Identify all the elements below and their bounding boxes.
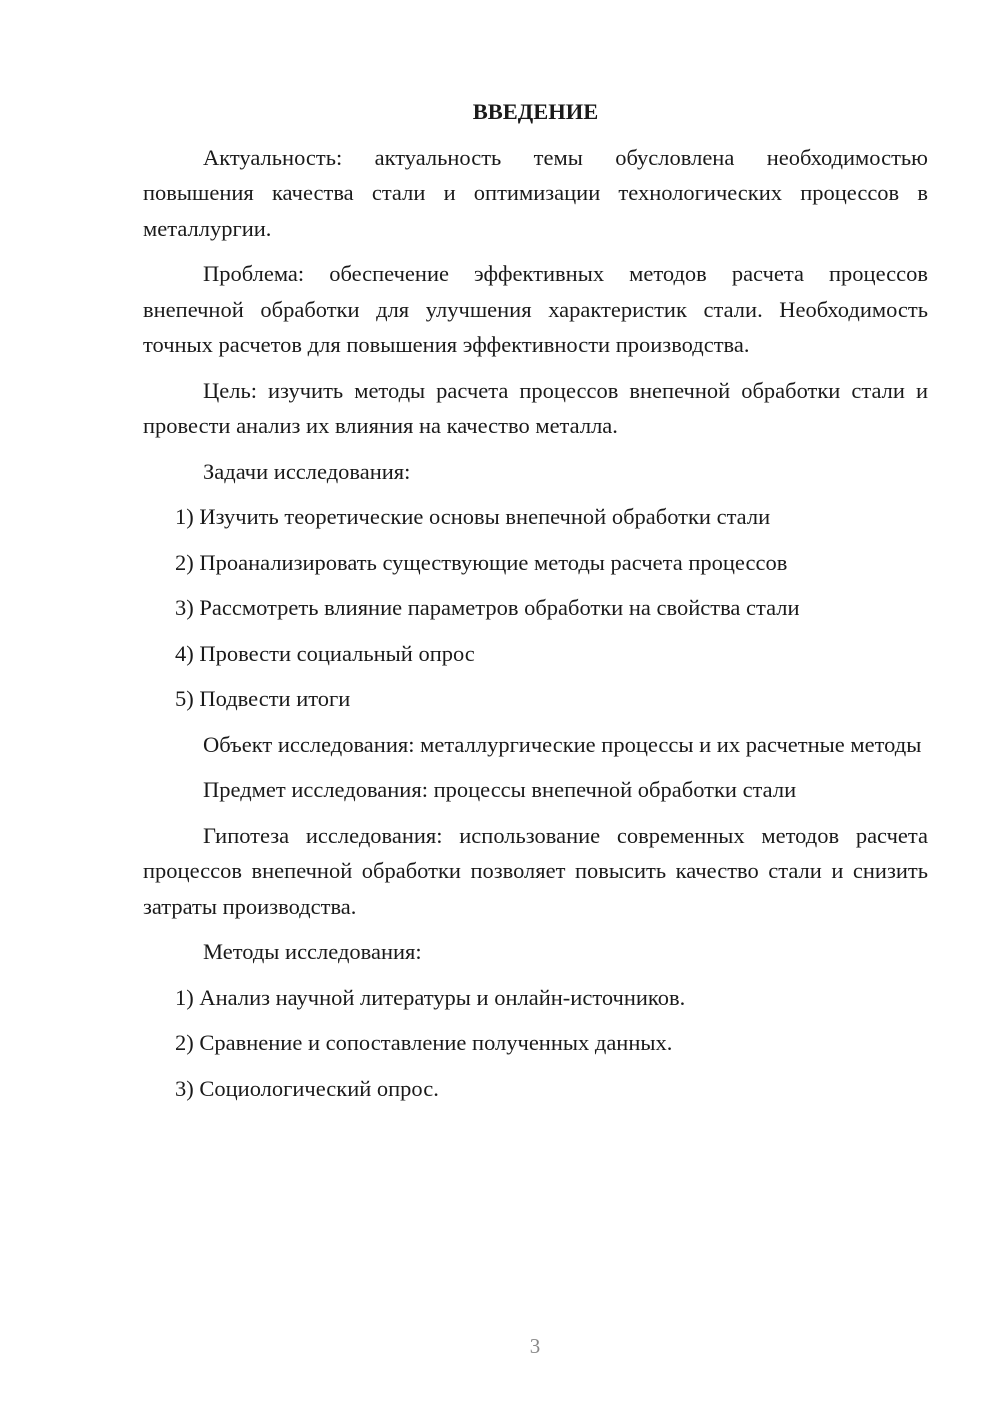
relevance-paragraph: Актуальность: актуальность темы обусловлена необходимостью повышения качества стали и оптимизации технологических процессов в металлургии. [143, 144, 928, 241]
list-item: 4) Провести социальный опрос [175, 640, 475, 666]
list-item: 2) Сравнение и сопоставление полученных данных. [175, 1030, 673, 1055]
problem-paragraph: Проблема: обеспечение эффективных методов расчета процессов внепечной обработки для улучшения характеристик стали. Необходимость точных расчетов для повышения эффективности производства. [143, 261, 928, 357]
tasks-heading: Задачи исследования: [203, 458, 411, 484]
tasks-list [143, 499, 928, 717]
hypothesis-paragraph: Гипотеза исследования: использование современных методов расчета процессов внепечной обработки позволяет повысить качество стали и снизить затраты производства. [143, 822, 928, 919]
object-paragraph: Объект исследования: металлургические процессы и их расчетные методы [203, 731, 922, 757]
list-item: 3) Рассмотреть влияние параметров обработки на свойства стали [175, 595, 800, 620]
list-item: 5) Подвести итоги [175, 686, 351, 711]
methods-list [143, 980, 928, 1107]
list-item: 2) Проанализировать существующие методы расчета процессов [175, 549, 788, 575]
list-item: 1) Изучить теоретические основы внепечной обработки стали [175, 504, 771, 529]
list-item: 3) Социологический опрос. [175, 1075, 439, 1101]
page-content [143, 94, 928, 1116]
page-title: ВВЕДЕНИЕ [472, 99, 599, 124]
page-number: 3 [529, 1334, 541, 1358]
methods-heading: Методы исследования: [203, 939, 422, 964]
subject-paragraph: Предмет исследования: процессы внепечной обработки стали [203, 777, 797, 802]
list-item: 1) Анализ научной литературы и онлайн-источников. [175, 984, 686, 1010]
goal-paragraph: Цель: изучить методы расчета процессов внепечной обработки стали и провести анализ их влияния на качество металла. [143, 377, 928, 438]
